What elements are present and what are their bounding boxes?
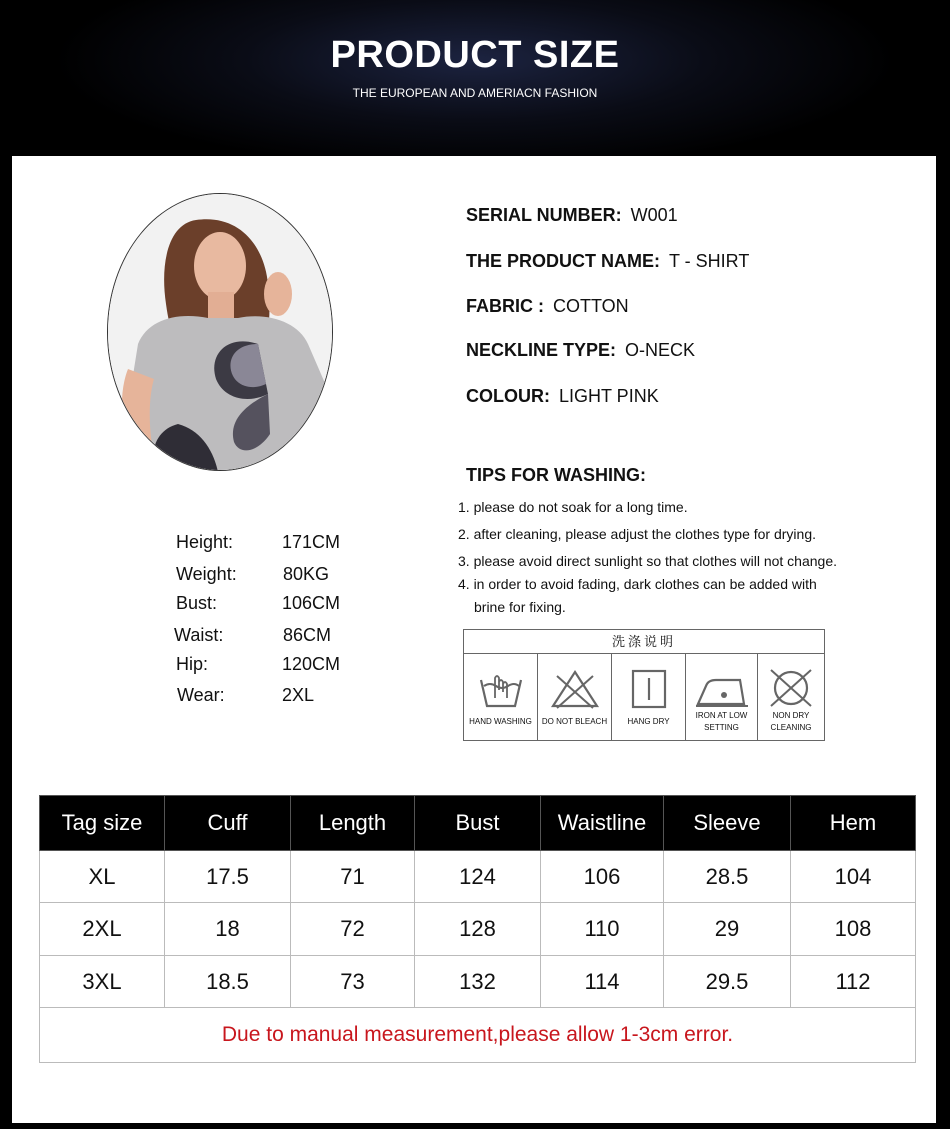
no-bleach-icon [549,668,601,710]
page-title: PRODUCT SIZE [330,34,620,76]
measurement-note: Due to manual measurement,please allow 1-3cm error. [40,1008,916,1063]
care-label-title: 洗涤说明 [464,630,824,654]
colour-label: COLOUR: [466,386,550,406]
stat-value: 171CM [282,532,341,552]
stat-value: 86CM [283,625,332,645]
care-caption: HAND WASHING [469,717,532,726]
serial-number-value: W001 [630,205,678,225]
product-name-row [466,251,749,272]
model-photo [107,193,333,471]
table-cell: XL [40,851,165,903]
product-name-value: T - SHIRT [669,251,750,271]
table-cell: 29 [664,903,791,955]
table-cell: 29.5 [664,955,791,1007]
stat-label: Waist: [174,625,224,645]
washing-tip: 2. after cleaning, please adjust the clothes type for drying. [458,526,816,542]
care-caption: DO NOT BLEACH [541,717,608,726]
header-banner [0,0,950,156]
washing-tip: 3. please avoid direct sunlight so that clothes will not change. [458,553,838,569]
washing-tip: brine for fixing. [474,599,566,615]
fabric-value: COTTON [553,296,629,316]
table-cell: 3XL [40,955,165,1007]
column-header: Sleeve [664,796,791,851]
iron-low-icon [694,668,750,710]
table-cell: 132 [415,955,541,1007]
table-cell: 108 [791,903,916,955]
column-header: Hem [791,796,916,851]
table-cell: 18.5 [165,955,291,1007]
washing-tip: 1. please do not soak for a long time. [458,499,688,515]
care-label-box [463,629,825,741]
table-cell: 2XL [40,903,165,955]
table-cell: 72 [291,903,415,955]
product-name-label: THE PRODUCT NAME: [466,251,660,271]
neckline-label: NECKLINE TYPE: [466,340,617,360]
fabric-row [466,296,629,317]
table-cell: 106 [541,851,664,903]
column-header: Waistline [541,796,664,851]
hand-wash-icon [475,668,527,710]
care-cell-no-dry-clean [758,654,824,740]
column-header: Tag size [40,796,165,851]
care-cell-hang-dry [612,654,686,740]
stat-value: 120CM [282,654,341,674]
colour-value: LIGHT PINK [559,386,659,406]
table-row [40,955,916,1007]
washing-tip: 4. in order to avoid fading, dark clothes can be added with [458,576,817,592]
table-cell: 18 [165,903,291,955]
serial-number-label: SERIAL NUMBER: [466,205,622,225]
table-row [40,851,916,903]
stat-label: Wear: [177,685,225,705]
stat-label: Hip: [176,654,209,674]
neckline-row [466,340,695,361]
table-note-row [40,1008,916,1063]
table-cell: 112 [791,955,916,1007]
colour-row [466,386,659,407]
care-cell-no-bleach [538,654,612,740]
care-caption: NON DRY CLEANING [770,711,812,732]
fabric-label: FABRIC : [466,296,544,316]
no-dry-clean-icon [765,668,817,710]
table-cell: 28.5 [664,851,791,903]
table-cell: 128 [415,903,541,955]
washing-tips-title: TIPS FOR WASHING: [466,465,646,485]
stat-value: 2XL [282,685,315,705]
hang-dry-icon [623,668,675,710]
table-cell: 124 [415,851,541,903]
neckline-value: O-NECK [625,340,696,360]
table-cell: 17.5 [165,851,291,903]
care-cell-hand-wash [464,654,538,740]
stat-value: 106CM [282,593,341,613]
stat-value: 80KG [283,564,330,584]
size-table [39,795,916,1063]
table-cell: 71 [291,851,415,903]
column-header: Bust [415,796,541,851]
table-cell: 110 [541,903,664,955]
serial-number-row [466,205,678,226]
table-cell: 114 [541,955,664,1007]
page-subtitle: THE EUROPEAN AND AMERIACN FASHION [352,86,598,100]
table-cell: 73 [291,955,415,1007]
care-caption: IRON AT LOW SETTING [695,711,748,732]
table-row [40,903,916,955]
column-header: Cuff [165,796,291,851]
care-caption: HANG DRY [627,717,670,726]
care-cell-iron-low [686,654,758,740]
stat-label: Bust: [176,593,218,613]
stat-label: Weight: [176,564,237,584]
size-table-header-row [40,796,916,851]
table-cell: 104 [791,851,916,903]
column-header: Length [291,796,415,851]
stat-label: Height: [176,532,234,552]
